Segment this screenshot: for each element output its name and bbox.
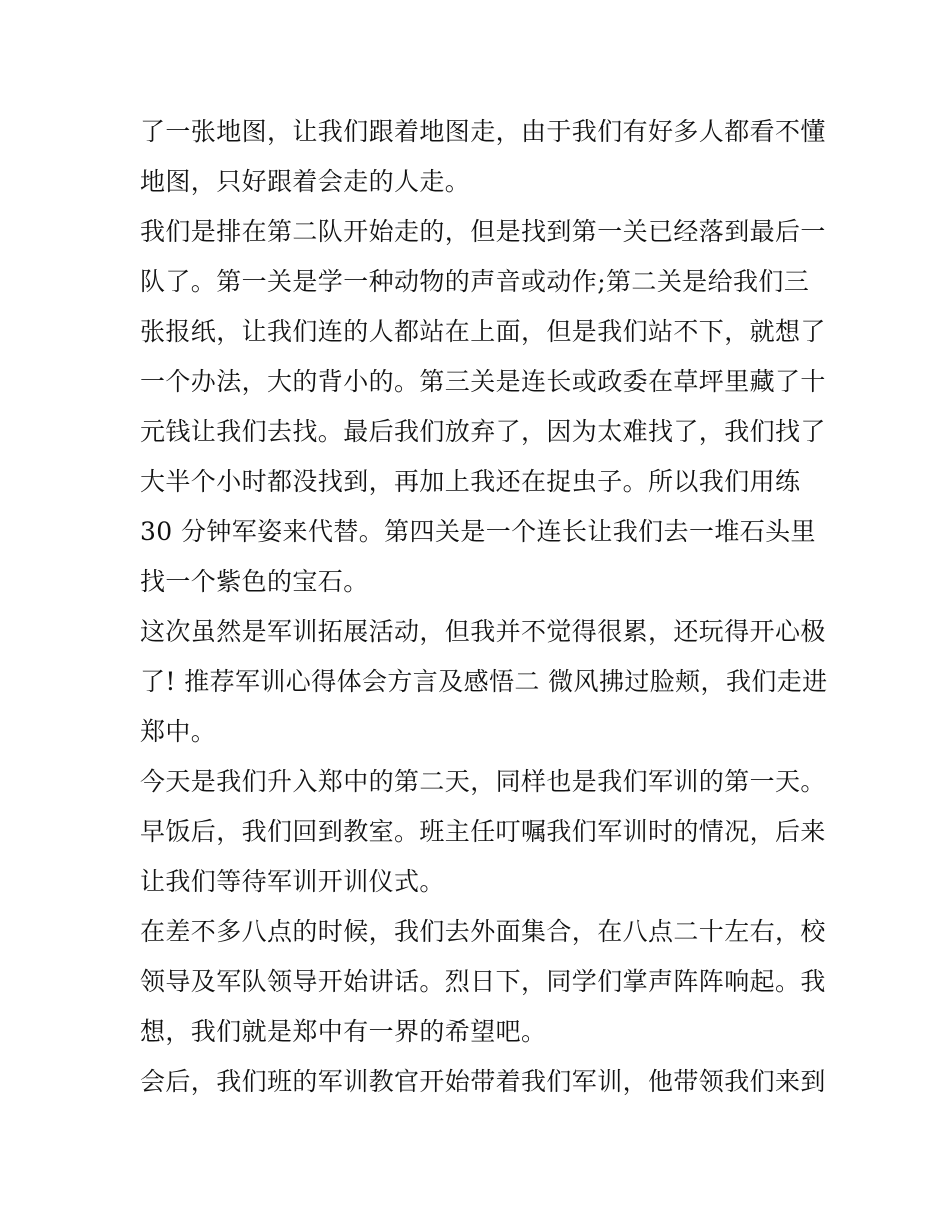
text-line: 地图，只好跟着会走的人走。 [140,167,471,196]
text-line: 大半个小时都没找到，再加上我还在捉虫子。所以我们用练 [140,467,801,496]
text-line: 队了。第一关是学一种动物的声音或动作;第二关是给我们三 [140,267,810,296]
text-line: 早饭后，我们回到教室。班主任叮嘱我们军训时的情况，后来 [140,817,826,846]
text-line: 今天是我们升入郑中的第二天，同样也是我们军训的第一天。 [140,767,826,796]
text-line: 张报纸，让我们连的人都站在上面，但是我们站不下，就想了 [140,317,826,346]
body-text [140,107,828,1107]
text-line: 30 分钟军姿来代替。第四关是一个连长让我们去一堆石头里 [140,517,816,546]
text-line: 了! 推荐军训心得体会方言及感悟二 微风拂过脸颊，我们走进 [140,667,828,696]
text-line: 在差不多八点的时候，我们去外面集合，在八点二十左右，校 [140,917,826,946]
text-line: 一个办法，大的背小的。第三关是连长或政委在草坪里藏了十 [140,367,826,396]
text-line: 找一个紫色的宝石。 [140,567,369,596]
text-line: 会后，我们班的军训教官开始带着我们军训，他带领我们来到 [140,1067,826,1096]
text-line: 元钱让我们去找。最后我们放弃了，因为太难找了，我们找了 [140,417,826,446]
text-line: 这次虽然是军训拓展活动，但我并不觉得很累，还玩得开心极 [140,617,826,646]
text-line: 郑中。 [140,717,217,746]
text-line: 我们是排在第二队开始走的，但是找到第一关已经落到最后一 [140,217,826,246]
text-line: 领导及军队领导开始讲话。烈日下，同学们掌声阵阵响起。我 [140,967,826,996]
text-line: 了一张地图，让我们跟着地图走，由于我们有好多人都看不懂 [140,117,826,146]
text-line: 想，我们就是郑中有一界的希望吧。 [140,1017,547,1046]
text-line: 让我们等待军训开训仪式。 [140,867,445,896]
